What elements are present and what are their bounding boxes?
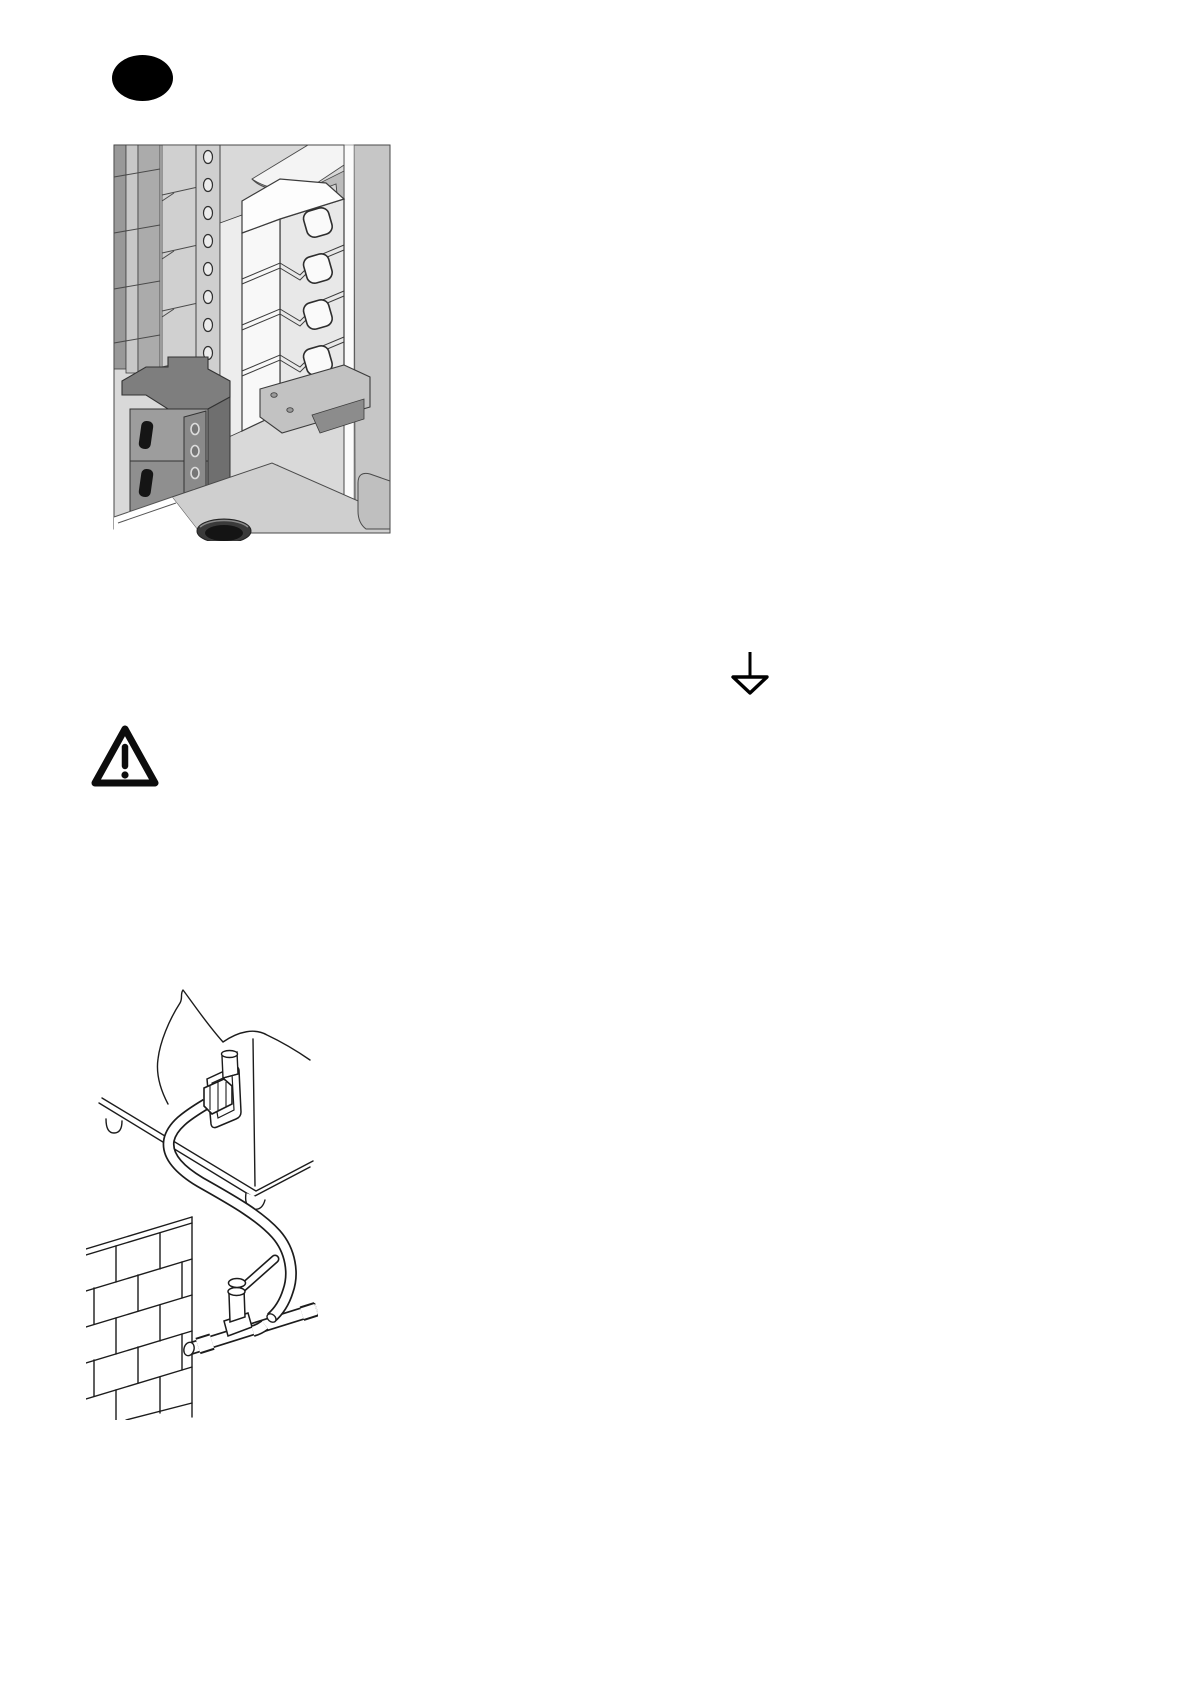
earth-ground-icon bbox=[729, 651, 771, 695]
terminal-block-figure bbox=[112, 131, 392, 541]
terminal-block-illustration bbox=[112, 131, 392, 541]
section-badge-oval-icon bbox=[112, 55, 173, 101]
hose-to-tap-illustration bbox=[86, 928, 318, 1420]
hose-to-tap-figure bbox=[86, 928, 318, 1420]
warning-triangle-icon bbox=[89, 721, 161, 793]
